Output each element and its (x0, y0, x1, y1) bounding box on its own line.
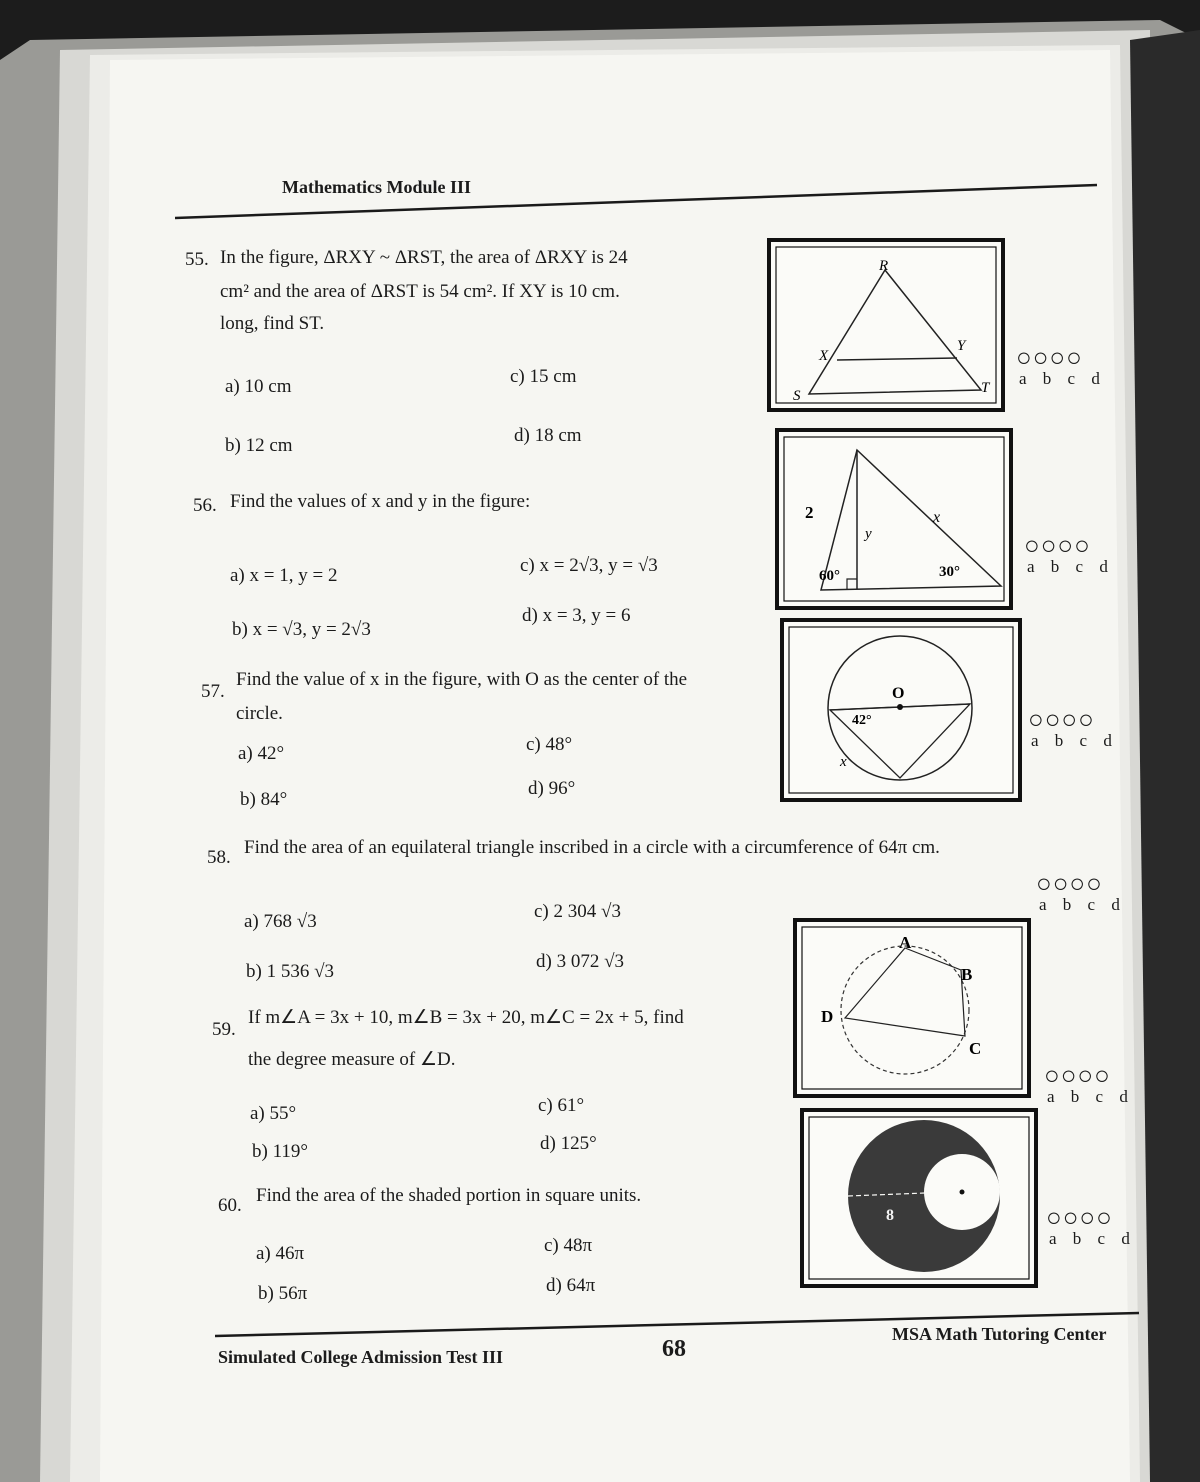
q58-choice-d: d) 3 072 √3 (536, 951, 625, 972)
q60-answer-bubbles[interactable] (1046, 1204, 1136, 1247)
q58-choice-c: c) 2 304 √3 (534, 901, 621, 922)
q59-choice-d: d) 125° (540, 1133, 597, 1154)
q58-choice-b: b) 1 536 √3 (246, 961, 335, 982)
answer-bubble-letters: a b c d (1031, 731, 1118, 750)
q60-label-radius: 8 (886, 1207, 894, 1224)
q56-choice-b: b) x = √3, y = 2√3 (232, 619, 371, 640)
q57-label-angle: 42° (852, 713, 872, 728)
q57-text-line2: circle. (236, 703, 283, 724)
q55-choice-c: c) 15 cm (510, 366, 577, 387)
q57-label-center: O (892, 685, 905, 702)
q55-label-s: S (793, 388, 801, 404)
q55-label-r: R (879, 258, 889, 274)
q60-number: 60. (218, 1195, 242, 1216)
q58-text: Find the area of an equilateral triangle inscribed in a circle with a circumference of 64π cm. (244, 837, 940, 858)
q57-choice-c: c) 48° (526, 734, 573, 755)
q60-choice-d: d) 64π (546, 1275, 596, 1296)
answer-bubble-letters: a b c d (1027, 557, 1114, 576)
q55-label-x: X (819, 348, 829, 364)
answer-bubble-circles[interactable]: ○○○○ (1046, 1202, 1113, 1232)
q59-inscribed-quadrilateral-figure (793, 918, 1033, 1100)
q59-label-d: D (821, 1007, 834, 1026)
q57-label-x: x (840, 754, 847, 770)
q59-label-a: A (899, 933, 912, 952)
answer-bubble-letters: a b c d (1019, 369, 1106, 388)
q55-choice-b: b) 12 cm (225, 435, 293, 456)
q55-choice-a: a) 10 cm (225, 376, 292, 397)
q56-label-angle-30: 30° (939, 564, 960, 580)
header-title: Mathematics Module III (282, 177, 471, 197)
q55-label-y: Y (957, 338, 966, 354)
q56-label-x: x (933, 509, 941, 526)
q56-label-angle-60: 60° (819, 568, 840, 584)
q57-number: 57. (201, 681, 225, 702)
q55-text-line3: long, find ST. (220, 313, 325, 334)
q56-choice-d: d) x = 3, y = 6 (522, 605, 631, 626)
q56-choice-c: c) x = 2√3, y = √3 (520, 555, 658, 576)
q55-number: 55. (185, 249, 209, 270)
q55-label-t: T (981, 380, 990, 396)
q56-right-triangle-figure (775, 428, 1015, 612)
q56-label-y: y (865, 526, 872, 542)
q57-text-line1: Find the value of x in the figure, with O as the center of the (236, 669, 688, 690)
q59-label-b: B (961, 965, 973, 984)
q59-label-c: C (969, 1039, 982, 1058)
q55-text-line1: In the figure, ΔRXY ~ ΔRST, the area of ΔRXY is 24 (220, 247, 628, 268)
answer-bubble-circles[interactable]: ○○○○ (1044, 1060, 1111, 1090)
q59-text-line1: If m∠A = 3x + 10, m∠B = 3x + 20, m∠C = 2x + 5, find (248, 1007, 684, 1028)
q58-number: 58. (207, 847, 231, 868)
answer-bubble-letters: a b c d (1047, 1087, 1134, 1106)
q56-answer-bubbles[interactable] (1024, 532, 1114, 575)
q60-choice-a: a) 46π (256, 1243, 305, 1264)
q58-answer-bubbles[interactable] (1036, 870, 1126, 913)
q56-text: Find the values of x and y in the figure: (230, 491, 531, 512)
answer-bubble-letters: a b c d (1039, 895, 1126, 914)
q56-number: 56. (193, 495, 217, 516)
q56-label-side: 2 (805, 503, 814, 522)
q59-choice-b: b) 119° (252, 1141, 308, 1162)
answer-bubble-circles[interactable]: ○○○○ (1036, 868, 1103, 898)
q56-choice-a: a) x = 1, y = 2 (230, 565, 338, 586)
q60-text: Find the area of the shaded portion in square units. (256, 1185, 642, 1206)
q60-shaded-circles-figure (800, 1108, 1040, 1288)
q55-answer-bubbles[interactable] (1016, 344, 1106, 387)
q57-choice-b: b) 84° (240, 789, 288, 810)
q55-text-line2: cm² and the area of ΔRST is 54 cm². If XY is 10 cm. (220, 281, 620, 302)
answer-bubble-letters: a b c d (1049, 1229, 1136, 1248)
q60-choice-b: b) 56π (258, 1283, 308, 1304)
answer-bubble-circles[interactable]: ○○○○ (1016, 342, 1083, 372)
q58-choice-a: a) 768 √3 (244, 911, 317, 932)
q59-number: 59. (212, 1019, 236, 1040)
q60-choice-c: c) 48π (544, 1235, 593, 1256)
page-number: 68 (662, 1336, 686, 1362)
header-rule (175, 177, 1100, 222)
q57-choice-a: a) 42° (238, 743, 285, 764)
q59-choice-a: a) 55° (250, 1103, 297, 1124)
footer-right: MSA Math Tutoring Center (892, 1324, 1107, 1344)
q59-text-line2: the degree measure of ∠D. (248, 1049, 456, 1070)
q57-answer-bubbles[interactable] (1028, 706, 1118, 749)
answer-bubble-circles[interactable]: ○○○○ (1028, 704, 1095, 734)
q59-choice-c: c) 61° (538, 1095, 585, 1116)
q55-similar-triangles-figure (767, 238, 1007, 414)
q55-choice-d: d) 18 cm (514, 425, 582, 446)
answer-bubble-circles[interactable]: ○○○○ (1024, 530, 1091, 560)
q57-circle-figure (780, 618, 1024, 804)
q59-answer-bubbles[interactable] (1044, 1062, 1134, 1105)
q57-choice-d: d) 96° (528, 778, 576, 799)
footer-left: Simulated College Admission Test III (218, 1347, 504, 1367)
